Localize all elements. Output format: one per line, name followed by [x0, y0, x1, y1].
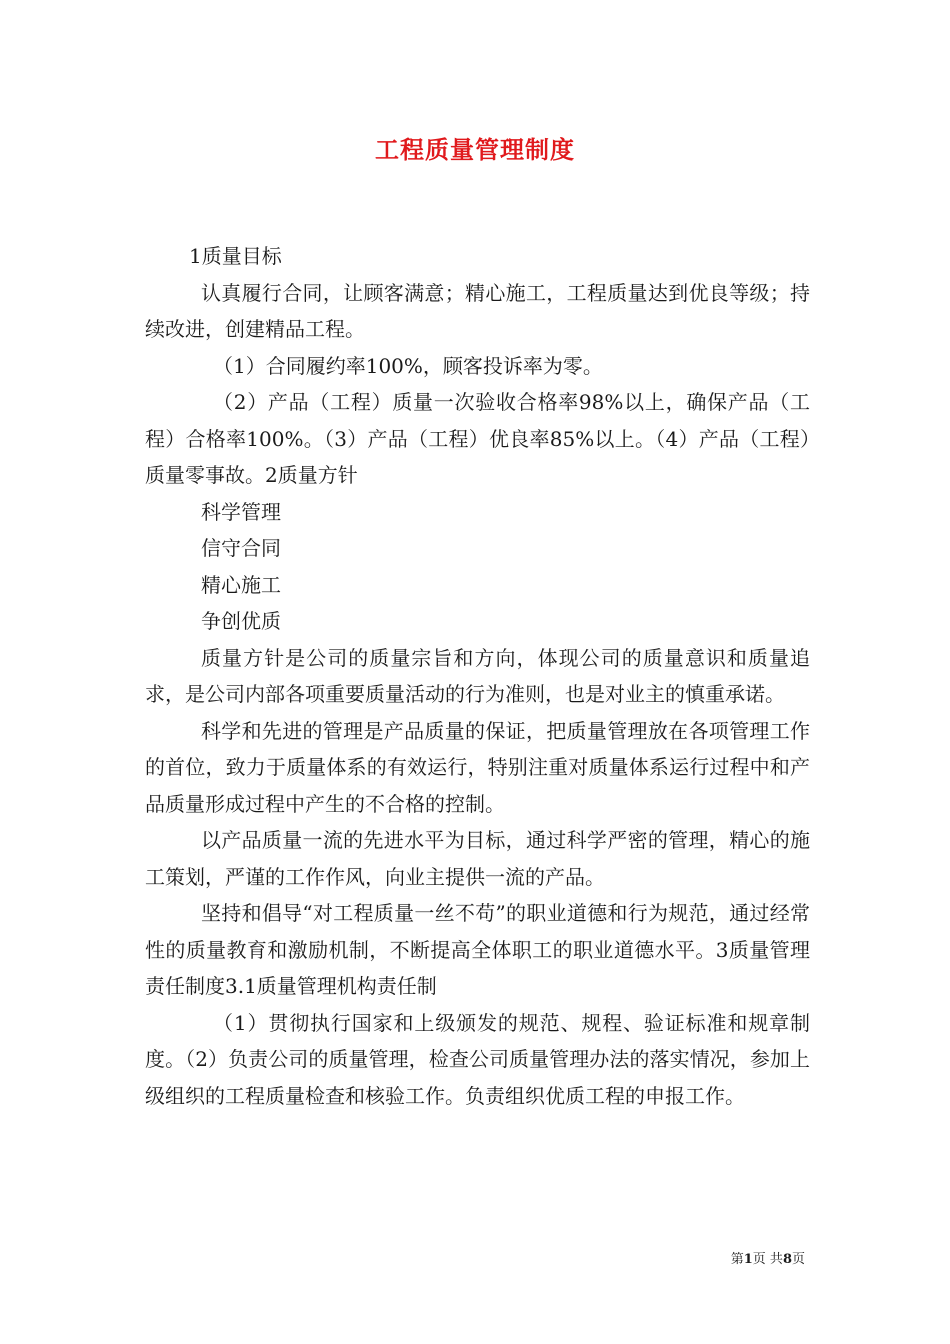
paragraph: （1）贯彻执行国家和上级颁发的规范、规程、验证标准和规章制度。（2）负责公司的质量管理，检查公司质量管理办法的落实情况，参加上级组织的工程质量检查和核验工作。负责组织优质工程的申报工作。 [145, 1010, 810, 1108]
total-page-number: 8 [782, 1252, 792, 1267]
list-item: （2）产品（工程）质量一次验收合格率98%以上，确保产品（工程）合格率100%。（3）产品（工程）优良率85%以上。（4）产品（工程）质量零事故。2质量方针 [145, 390, 810, 487]
current-page-number: 1 [743, 1252, 753, 1267]
paragraph: 以产品质量一流的先进水平为目标，通过科学严密的管理，精心的施工策划，严谨的工作作风，向业主提供一流的产品。 [145, 828, 810, 889]
policy-item: 争创优质 [201, 609, 281, 633]
document-body [145, 238, 810, 1114]
list-item: （1）合同履约率100%，顾客投诉率为零。 [213, 353, 603, 378]
paragraph: 质量方针是公司的质量宗旨和方向，体现公司的质量意识和质量追求，是公司内部各项重要质量活动的行为准则，也是对业主的慎重承诺。 [145, 645, 810, 706]
paragraph: 坚持和倡导“对工程质量一丝不苟”的职业道德和行为规范，通过经常性的质量教育和激励机制，不断提高全体职工的职业道德水平。3质量管理责任制度3.1质量管理机构责任制 [145, 901, 810, 998]
policy-item: 精心施工 [201, 572, 281, 597]
section-heading-quality-goal: 1质量目标 [189, 244, 282, 268]
document-title: 工程质量管理制度 [375, 135, 575, 164]
policy-item: 信守合同 [201, 536, 281, 560]
footer-middle: 页 共 [752, 1252, 783, 1267]
footer-prefix: 第 [730, 1252, 744, 1267]
paragraph: 科学和先进的管理是产品质量的保证，把质量管理放在各项管理工作的首位，致力于质量体系的有效运行，特别注重对质量体系运行过程中和产品质量形成过程中产生的不合格的控制。 [145, 718, 810, 816]
footer-suffix: 页 [791, 1252, 805, 1267]
page-number-footer [731, 1248, 805, 1267]
policy-item: 科学管理 [201, 499, 281, 524]
paragraph: 认真履行合同，让顾客满意；精心施工，工程质量达到优良等级；持续改进，创建精品工程。 [145, 280, 810, 341]
